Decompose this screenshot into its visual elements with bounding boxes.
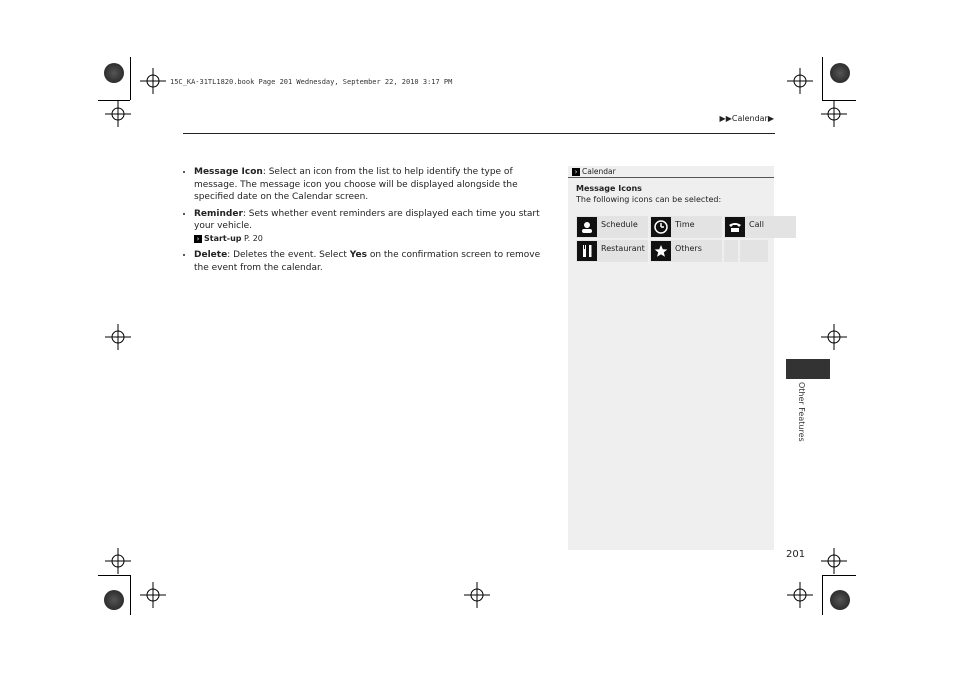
icon-cell <box>724 216 796 238</box>
page-number: 201 <box>786 549 806 560</box>
term: Message Icon <box>194 167 263 177</box>
main-content <box>183 166 548 278</box>
schedule-icon <box>577 217 597 237</box>
side-note-title: Message Icons <box>576 184 642 193</box>
icon-label: Call <box>749 220 764 229</box>
description: : Sets whether event reminders are displayed each time you start your vehicle. <box>194 208 540 231</box>
icon-label: Others <box>675 244 702 253</box>
icon-cell <box>650 240 722 262</box>
others-icon <box>651 241 671 261</box>
restaurant-icon <box>577 241 597 261</box>
call-icon <box>725 217 745 237</box>
side-note-header <box>568 166 774 178</box>
list-item <box>194 166 548 204</box>
empty-cell <box>740 240 768 262</box>
description: : Select an icon from the list to help identify the type of message. The message icon you choose will be displayed alongside the specified date on the Calendar screen. <box>194 167 518 202</box>
list-item <box>194 249 548 274</box>
empty-cell <box>724 240 738 262</box>
breadcrumb-label[interactable]: Calendar <box>731 114 768 123</box>
breadcrumb-arrows: ▶▶ <box>719 114 732 123</box>
side-note-description: The following icons can be selected: <box>576 195 722 204</box>
header-rule <box>183 133 775 134</box>
icon-cell <box>576 216 648 238</box>
description: : Deletes the event. Select <box>227 250 350 260</box>
list-item <box>194 208 548 246</box>
xref-arrow-icon: › <box>194 235 202 243</box>
icon-cell <box>576 240 648 262</box>
icon-table <box>576 216 770 264</box>
icon-label: Schedule <box>601 220 638 229</box>
icon-cell <box>650 216 722 238</box>
note-marker-icon: › <box>572 168 580 176</box>
side-note-panel <box>568 166 774 550</box>
icon-label: Time <box>675 220 695 229</box>
section-tab[interactable] <box>786 359 830 379</box>
breadcrumb <box>720 114 774 123</box>
side-note-header-text: Calendar <box>582 167 616 176</box>
print-header: 15C_KA-31TL1820.book Page 201 Wednesday, September 22, 2010 3:17 PM <box>170 78 453 86</box>
xref-page: P. 20 <box>241 233 263 243</box>
section-tab-label: Other Features <box>797 382 806 442</box>
time-icon <box>651 217 671 237</box>
term: Reminder <box>194 208 243 219</box>
icon-label: Restaurant <box>601 244 645 253</box>
icon-row <box>576 240 770 262</box>
icon-row <box>576 216 770 238</box>
cross-reference[interactable] <box>194 234 263 243</box>
description: on the confirmation screen to remove the event from the calendar. <box>194 250 541 273</box>
breadcrumb-end: ▶ <box>767 114 774 123</box>
term: Delete <box>194 250 228 260</box>
emphasis: Yes <box>349 250 367 260</box>
xref-label: Start-up <box>204 233 242 243</box>
